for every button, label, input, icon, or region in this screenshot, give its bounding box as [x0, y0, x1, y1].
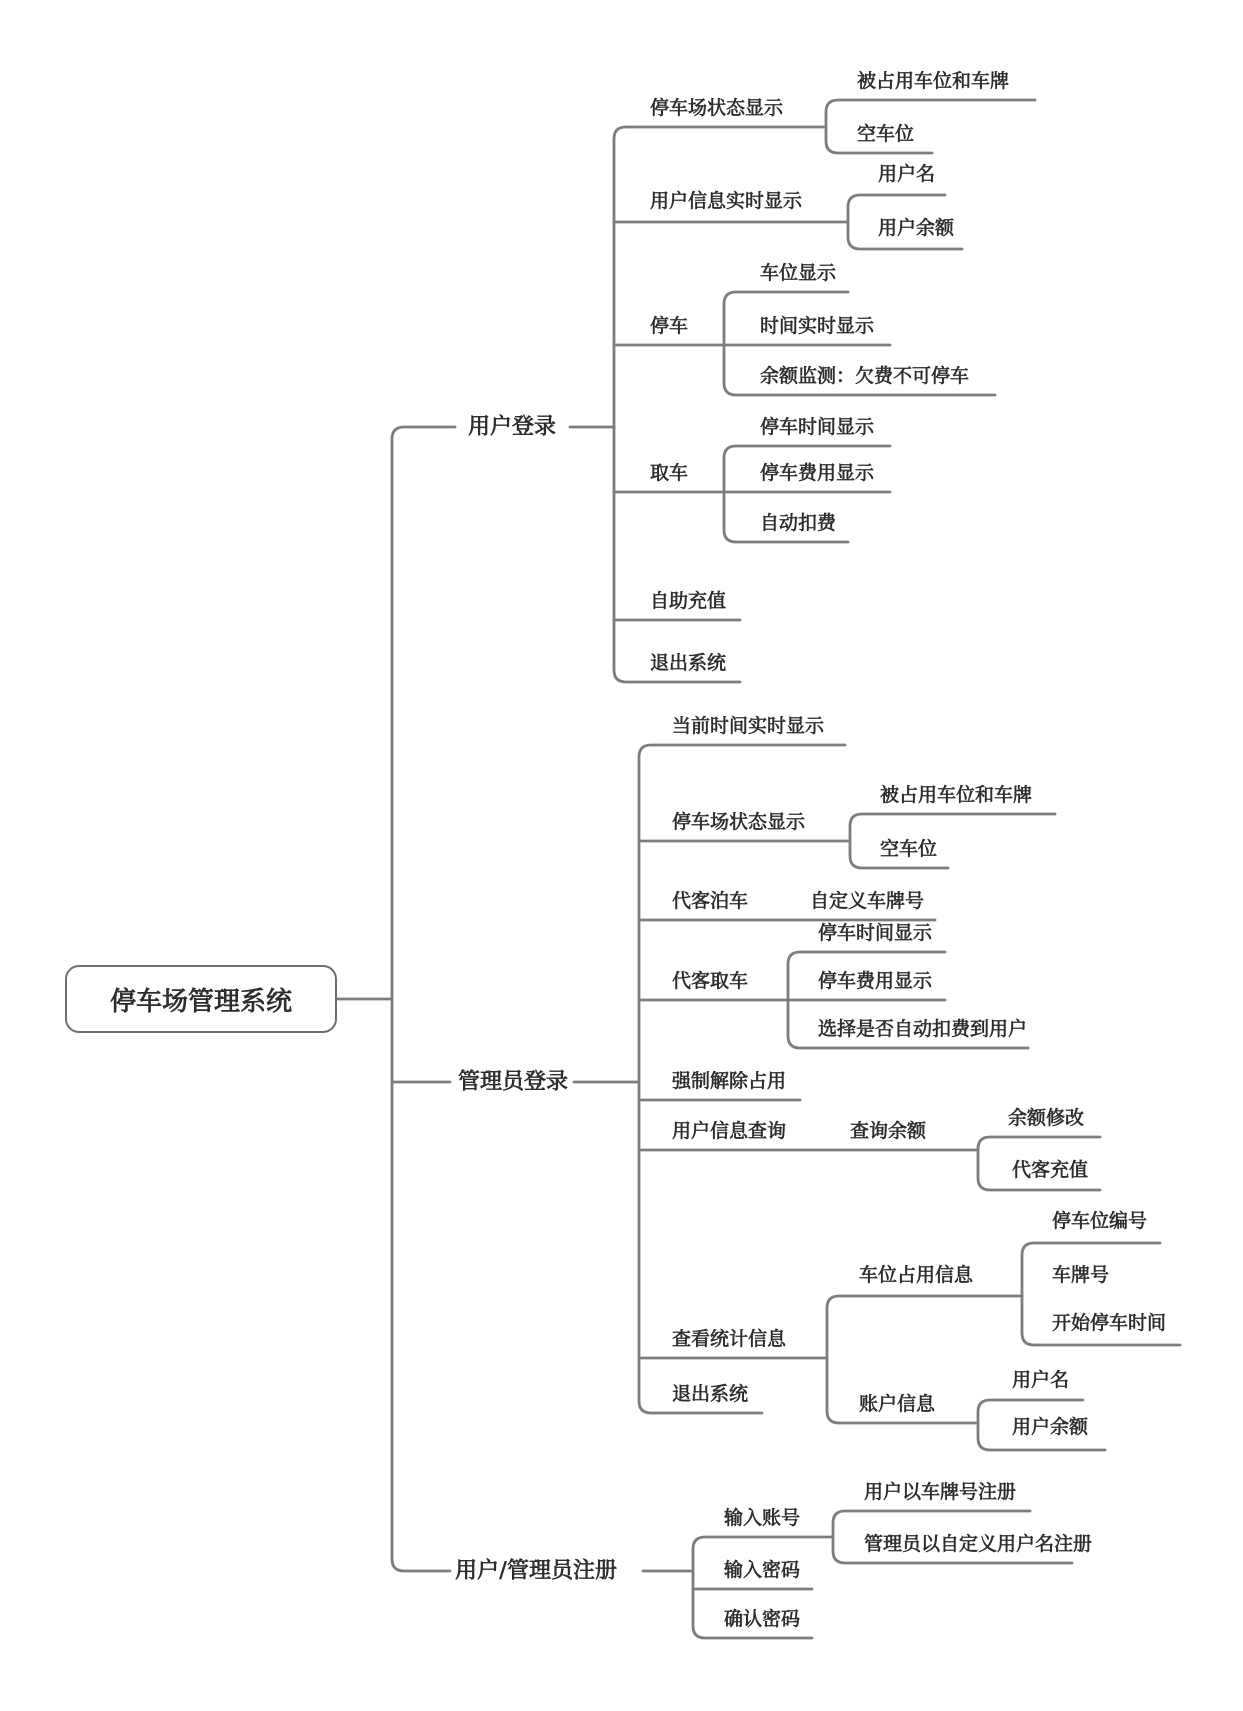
node-admin-register-by-name: 管理员以自定义用户名注册	[864, 1533, 1093, 1556]
node-start-parking-time: 开始停车时间	[1052, 1312, 1167, 1335]
node-current-time-display: 当前时间实时显示	[672, 715, 825, 738]
node-force-release: 强制解除占用	[672, 1070, 787, 1093]
node-pickup-car: 取车	[650, 462, 689, 485]
node-parking-time-display: 停车时间显示	[760, 416, 875, 439]
node-parking-fee-display: 停车费用显示	[760, 462, 875, 485]
node-valet-parking-time: 停车时间显示	[818, 922, 933, 945]
node-user-lot-status: 停车场状态显示	[650, 97, 784, 120]
node-username: 用户名	[878, 163, 936, 186]
node-park-car: 停车	[650, 315, 689, 338]
node-user-balance: 用户余额	[878, 217, 955, 240]
node-admin-empty-slots: 空车位	[880, 838, 938, 861]
node-admin-lot-status: 停车场状态显示	[672, 811, 806, 834]
node-balance-monitor: 余额监测：欠费不可停车	[760, 365, 970, 388]
node-occupied-slots-plates: 被占用车位和车牌	[857, 70, 1010, 93]
node-choose-auto-deduct: 选择是否自动扣费到用户	[818, 1018, 1028, 1041]
node-confirm-password: 确认密码	[724, 1608, 801, 1631]
node-user-login: 用户登录	[468, 414, 557, 440]
node-valet-pickup: 代客取车	[672, 970, 749, 993]
node-admin-occupied-slots-plates: 被占用车位和车牌	[880, 784, 1033, 807]
node-root	[65, 965, 337, 1033]
node-user-exit-system: 退出系统	[650, 652, 727, 675]
node-time-realtime-display: 时间实时显示	[760, 315, 875, 338]
node-view-statistics: 查看统计信息	[672, 1328, 787, 1351]
node-slot-display: 车位显示	[760, 262, 837, 285]
node-valet-recharge: 代客充值	[1012, 1159, 1089, 1182]
node-custom-plate-number: 自定义车牌号	[810, 890, 925, 913]
node-user-register-by-plate: 用户以车牌号注册	[864, 1481, 1017, 1504]
node-empty-slots: 空车位	[857, 123, 915, 146]
node-slot-occupancy-info: 车位占用信息	[859, 1264, 974, 1287]
main-trunk-line	[392, 427, 455, 1571]
root-label: 停车场管理系统	[109, 986, 292, 1017]
node-account-balance: 用户余额	[1012, 1416, 1089, 1439]
node-valet-parking-fee: 停车费用显示	[818, 970, 933, 993]
node-balance-modify: 余额修改	[1008, 1107, 1085, 1130]
node-plate-number: 车牌号	[1052, 1264, 1110, 1287]
node-slot-number: 停车位编号	[1052, 1210, 1148, 1233]
node-register: 用户/管理员注册	[455, 1558, 618, 1584]
node-admin-login: 管理员登录	[458, 1069, 569, 1095]
node-auto-deduct: 自动扣费	[760, 512, 837, 535]
node-user-info-query: 用户信息查询	[672, 1120, 787, 1143]
node-enter-password: 输入密码	[724, 1559, 801, 1582]
node-query-balance: 查询余额	[850, 1120, 927, 1143]
node-user-info-realtime: 用户信息实时显示	[650, 190, 803, 213]
node-self-recharge: 自助充值	[650, 590, 727, 613]
node-enter-account: 输入账号	[724, 1507, 801, 1530]
node-account-info: 账户信息	[859, 1393, 936, 1416]
node-account-username: 用户名	[1012, 1369, 1070, 1392]
node-valet-park: 代客泊车	[672, 890, 749, 913]
node-admin-exit-system: 退出系统	[672, 1383, 749, 1406]
